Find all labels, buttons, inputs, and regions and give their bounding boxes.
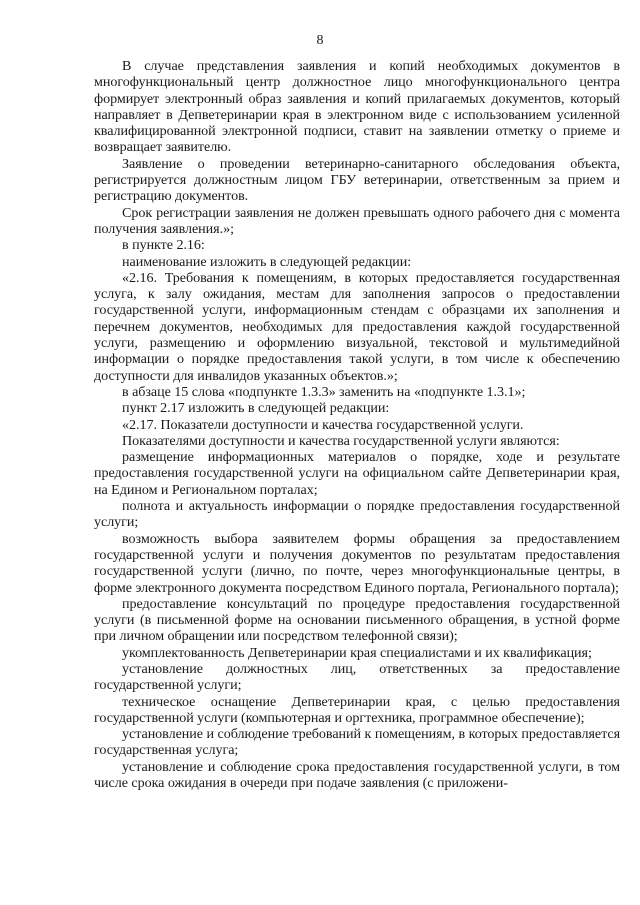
paragraph: Показателями доступности и качества государственной услуги являются: <box>122 432 560 449</box>
paragraph: пункт 2.17 изложить в следующей редакции: <box>122 400 390 417</box>
paragraph: размещение информационных материалов о порядке, ходе и результате предоставления государственной услуги на официальном сайте Депветеринарии края, на Едином и Региональном порталах; <box>94 449 620 498</box>
paragraph: наименование изложить в следующей редакции: <box>122 253 412 270</box>
paragraph: Заявление о проведении ветеринарно-санитарного обследования объекта, регистрируется должностным лицом ГБУ ветеринарии, ответственным за прием и регистрацию документов. <box>94 155 620 205</box>
paragraph: техническое оснащение Депветеринарии края, с целью предоставления государственной услуги (компьютерная и оргтехника, программное обеспечение); <box>94 693 620 726</box>
paragraph: установление и соблюдение срока предоставления государственной услуги, в том числе срока ожидания в очереди при подаче заявления (с приложени- <box>94 758 620 792</box>
paragraph: возможность выбора заявителем формы обращения за предоставлением государственной услуги и получения документов по результатам предоставления государственной услуги (лично, по почте, через многофункциональные центры, в форме электронного документа посредством Единого портала, Регионального портала); <box>94 530 620 596</box>
paragraph: установление должностных лиц, ответственных за предоставление государственной услуги; <box>94 660 620 694</box>
paragraph: В случае представления заявления и копий необходимых документов в многофункциональный центр должностное лицо многофункционального центра формирует электронный образ заявления и копий прилагаемых документов, который направляет в Депветеринарии края в электронном виде с использованием усиленной квалифицированной электронной подписи, ставит на заявлении отметку о приеме и возвращает заявителю. <box>94 58 620 156</box>
paragraph: полнота и актуальность информации о порядке предоставления государственной услуги; <box>94 498 620 531</box>
paragraph: «2.17. Показатели доступности и качества государственной услуги. <box>122 416 524 433</box>
paragraph: установление и соблюдение требований к помещениям, в которых предоставляется государственная услуга; <box>94 726 620 759</box>
paragraph: укомплектованность Депветеринарии края специалистами и их квалификация; <box>122 644 592 661</box>
paragraph: «2.16. Требования к помещениям, в которых предоставляется государственная услуга, к залу ожидания, местам для заполнения запросов о предоставлении государственной услуги, информационным стендам с образцами их заполнения и перечнем документов, необходимых для предоставления каждой государственной услуги, размещению и оформлению визуальной, текстовой и мультимедийной информации о порядке предоставления такой услуги, в том числе к обеспечению доступности для инвалидов указанных объектов.»; <box>94 269 620 384</box>
paragraph: в абзаце 15 слова «подпункте 1.3.3» заменить на «подпункте 1.3.1»; <box>122 383 526 400</box>
paragraph: в пункте 2.16: <box>122 237 205 254</box>
page-number: 8 <box>316 33 324 48</box>
paragraph: предоставление консультаций по процедуре предоставления государственной услуги (в письменной форме на основании письменного обращения, в устной форме при личном обращении или посредством телефонной связи); <box>94 595 620 645</box>
paragraph: Срок регистрации заявления не должен превышать одного рабочего дня с момента получения заявления.»; <box>94 204 620 237</box>
document-body <box>94 58 620 791</box>
